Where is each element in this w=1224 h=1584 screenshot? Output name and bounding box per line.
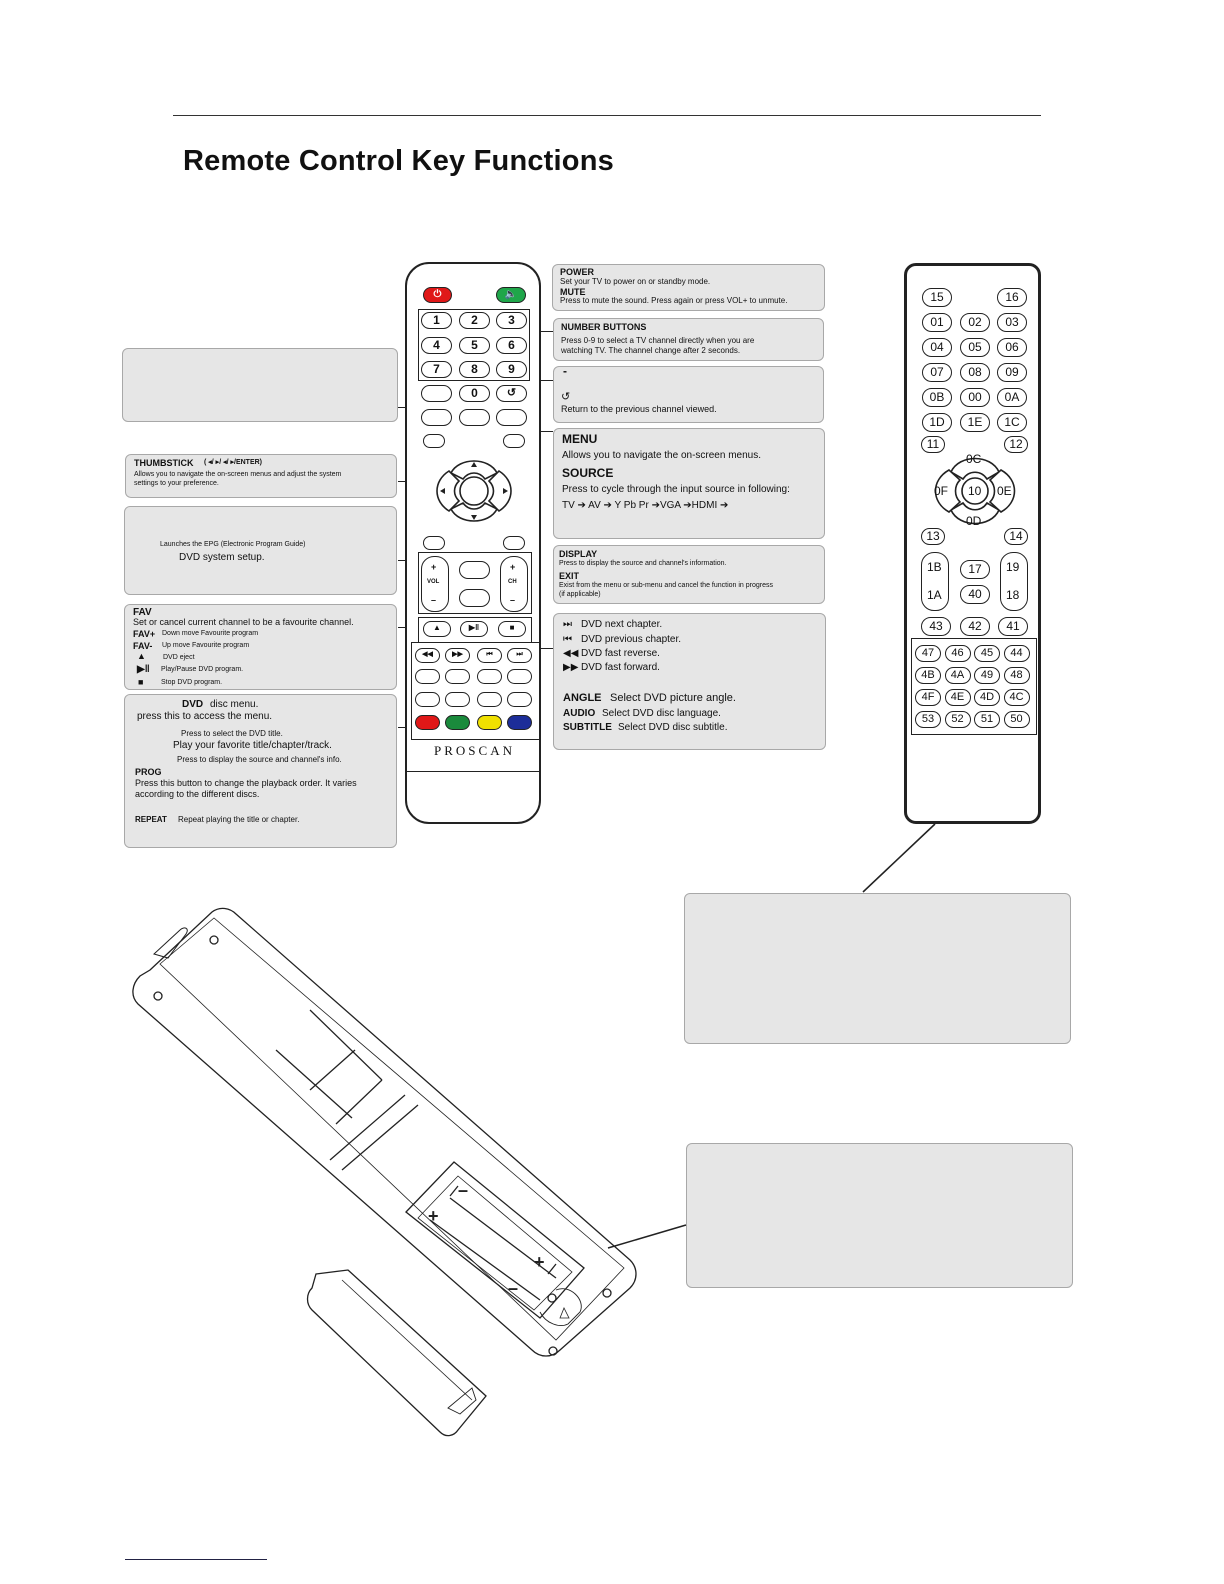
recall-callout [553, 366, 824, 423]
code-05[interactable]: 05 [960, 338, 990, 357]
code-49[interactable]: 49 [974, 667, 1000, 684]
code-0B[interactable]: 0B [922, 388, 952, 407]
eject-text: DVD eject [163, 654, 195, 661]
code-17[interactable]: 17 [960, 560, 990, 579]
code-50[interactable]: 50 [1004, 711, 1030, 728]
main-remote [405, 262, 541, 824]
mute-button[interactable]: 🔈 [496, 287, 526, 303]
rewind-button[interactable]: ◀◀ [415, 648, 440, 663]
dvd-menu-text: press this to access the menu. [137, 711, 273, 722]
forward-button[interactable]: ▶▶ [445, 648, 470, 663]
code-1D[interactable]: 1D [922, 413, 952, 432]
eject-button[interactable]: ▲ [423, 621, 451, 637]
repeat-button[interactable] [507, 692, 532, 707]
source-chain: TV ➔ AV ➔ Y Pb Pr ➔VGA ➔HDMI ➔ [562, 500, 729, 511]
code-4C[interactable]: 4C [1004, 689, 1030, 706]
code-40[interactable]: 40 [960, 585, 990, 604]
button-9[interactable]: 9 [496, 361, 527, 378]
code-01[interactable]: 01 [922, 313, 952, 332]
button-8[interactable]: 8 [459, 361, 490, 378]
epg-text: Launches the EPG (Electronic Program Guide) [160, 541, 306, 548]
forward-text: DVD fast forward. [581, 662, 660, 673]
menu-source-callout [553, 428, 825, 539]
goto-button[interactable] [445, 692, 470, 707]
vol-rocker[interactable] [421, 556, 449, 612]
chapter-callout [553, 613, 826, 750]
prog-button[interactable] [477, 692, 502, 707]
blank-callout-right-bottom [686, 1143, 1073, 1288]
power-button[interactable]: ⏻ [423, 287, 452, 303]
code-43[interactable]: 43 [921, 617, 951, 636]
fav-list-button[interactable] [459, 589, 490, 607]
number-title: NUMBER BUTTONS [561, 322, 647, 332]
fav-title: FAV [133, 607, 152, 618]
menu-button[interactable] [503, 434, 525, 448]
angle-button[interactable] [415, 669, 440, 684]
next-chapter-text: DVD next chapter. [581, 619, 663, 630]
code-45[interactable]: 45 [974, 645, 1000, 662]
code-11[interactable]: 11 [921, 436, 945, 453]
code-1C[interactable]: 1C [997, 413, 1027, 432]
mute-title: MUTE [560, 287, 586, 297]
subtitle-text: Select DVD disc subtitle. [618, 722, 728, 733]
prev-chapter-button[interactable]: ⏮ [477, 648, 502, 663]
angle-text: Select DVD picture angle. [610, 692, 736, 704]
play-pause-icon: ▶‖ [137, 664, 150, 675]
exit-line2: (if applicable) [559, 591, 601, 598]
brand-logo: PROSCAN [434, 743, 515, 758]
button-7[interactable]: 7 [421, 361, 452, 378]
prog-title: PROG [135, 767, 162, 777]
power-text: Set your TV to power on or standby mode. [560, 277, 711, 286]
code-10: 10 [968, 484, 982, 498]
forward-icon: ▶▶ [563, 662, 579, 673]
thumbstick-title: THUMBSTICK [134, 458, 194, 468]
battery-plus-right: + [534, 1252, 545, 1272]
ch-minus: – [510, 595, 516, 605]
audio-button[interactable] [445, 669, 470, 684]
code-remote [904, 263, 1041, 824]
remote-lower-line [407, 771, 539, 772]
button-1[interactable]: 1 [421, 312, 452, 329]
code-grid [915, 645, 1033, 733]
rewind-text: DVD fast reverse. [581, 648, 660, 659]
code-0F: 0F [934, 484, 949, 498]
red-button[interactable] [415, 715, 440, 730]
fav-text: Set or cancel current channel to be a favourite channel. [133, 617, 354, 627]
fav-plus-title: FAV+ [133, 629, 156, 639]
battery-minus-bottom: – [508, 1278, 519, 1298]
code-53[interactable]: 53 [915, 711, 941, 728]
power-title: POWER [560, 267, 595, 277]
code-51[interactable]: 51 [974, 711, 1000, 728]
eject-icon: ▲ [137, 651, 146, 661]
blank-callout-left [122, 348, 398, 422]
stop-text: Stop DVD program. [161, 679, 223, 686]
rewind-icon: ◀◀ [563, 648, 579, 659]
dvd-title-select: Press to select the DVD title. [181, 729, 283, 738]
battery-minus-top: – [458, 1180, 469, 1200]
display-exit-callout [553, 545, 825, 604]
power-mute-callout [552, 264, 825, 311]
epg-button[interactable] [421, 409, 452, 426]
code-4A[interactable]: 4A [945, 667, 971, 684]
code-12[interactable]: 12 [1004, 436, 1028, 453]
button-4[interactable]: 4 [421, 337, 452, 354]
play-pause-text: Play/Pause DVD program. [161, 666, 244, 673]
button-2[interactable]: 2 [459, 312, 490, 329]
stop-button[interactable]: ■ [498, 621, 526, 637]
number-line2: watching TV. The channel change after 2 seconds. [561, 346, 741, 355]
prog-line1: Press this button to change the playback order. It varies [135, 778, 357, 788]
fav-minus-text: Up move Favourite program [162, 642, 250, 649]
menu-title: MENU [562, 432, 598, 446]
play-pause-button[interactable]: ▶‖ [460, 621, 488, 637]
subtitle-title: SUBTITLE [563, 722, 612, 733]
display-button[interactable] [423, 536, 445, 550]
blue-button[interactable] [507, 715, 532, 730]
code-0D: 0D [966, 514, 982, 528]
vol-plus: + [431, 562, 437, 572]
code-19: 19 [1006, 560, 1020, 574]
code-1E[interactable]: 1E [960, 413, 990, 432]
prev-chapter-text: DVD previous chapter. [581, 634, 682, 645]
code-4E[interactable]: 4E [945, 689, 971, 706]
mute-text: Press to mute the sound. Press again or press VOL+ to unmute. [560, 296, 788, 305]
recall-icon: ↺ [561, 391, 571, 403]
code-remote-connector [860, 822, 940, 894]
vol-label: VOL [427, 579, 440, 585]
recall-text: Return to the previous channel viewed. [561, 404, 717, 414]
thumbstick-callout [125, 454, 397, 498]
button-3[interactable]: 3 [496, 312, 527, 329]
source-button[interactable] [423, 434, 445, 448]
thumbstick-line2: settings to your preference. [134, 480, 219, 487]
code-4D[interactable]: 4D [974, 689, 1000, 706]
code-06[interactable]: 06 [997, 338, 1027, 357]
fav-callout [124, 604, 397, 690]
code-47[interactable]: 47 [915, 645, 941, 662]
page-title: Remote Control Key Functions [183, 145, 614, 177]
dvd-setup-button[interactable] [496, 409, 527, 426]
code-03[interactable]: 03 [997, 313, 1027, 332]
code-46[interactable]: 46 [945, 645, 971, 662]
next-chapter-button[interactable]: ⏭ [507, 648, 532, 663]
code-09[interactable]: 09 [997, 363, 1027, 382]
epg-callout [124, 506, 397, 595]
dvd-display-info: Press to display the source and channel's info. [177, 755, 342, 764]
dvd-callout [124, 694, 397, 848]
blank-callout-right-top [684, 893, 1071, 1044]
fav-plus-text: Down move Favourite program [162, 630, 259, 637]
angle-title: ANGLE [563, 692, 602, 704]
dvd-title-text: disc menu. [210, 699, 259, 710]
code-13[interactable]: 13 [921, 528, 945, 545]
fav-button[interactable] [459, 561, 490, 579]
thumbstick[interactable] [429, 447, 519, 535]
enter-button [460, 477, 488, 505]
button-0[interactable]: 0 [459, 385, 490, 402]
code-0C: 0C [966, 452, 982, 466]
thumbstick-keys: ( ◂/ ▸/ ◂/ ▸/ENTER) [204, 459, 262, 466]
code-44[interactable]: 44 [1004, 645, 1030, 662]
vol-minus: – [431, 595, 437, 605]
ch-rocker[interactable] [500, 556, 528, 612]
code-41[interactable]: 41 [998, 617, 1028, 636]
code-14[interactable]: 14 [1004, 528, 1028, 545]
display-title: DISPLAY [559, 549, 598, 559]
setup-text: DVD system setup. [179, 552, 265, 563]
code-42[interactable]: 42 [960, 617, 990, 636]
battery-plus-left: + [428, 1206, 439, 1226]
prog-line2: according to the different discs. [135, 789, 260, 799]
code-1B: 1B [927, 560, 942, 574]
dash-button[interactable] [421, 385, 452, 402]
code-02[interactable]: 02 [960, 313, 990, 332]
audio-title: AUDIO [563, 708, 596, 719]
code-18: 18 [1006, 588, 1020, 602]
code-0E: 0E [997, 484, 1012, 498]
code-48[interactable]: 48 [1004, 667, 1030, 684]
number-line1: Press 0-9 to select a TV channel directly when you are [561, 336, 755, 345]
prev-chapter-icon: ⏮ [563, 634, 572, 645]
code-4F[interactable]: 4F [915, 689, 941, 706]
yellow-button[interactable] [477, 715, 502, 730]
thumbstick-line1: Allows you to navigate the on-screen menus and adjust the system [134, 471, 342, 478]
fav-minus-title: FAV- [133, 641, 153, 651]
green-button[interactable] [445, 715, 470, 730]
next-chapter-icon: ⏭ [563, 619, 572, 630]
dvd-menu-button[interactable] [507, 669, 532, 684]
code-52[interactable]: 52 [945, 711, 971, 728]
exit-title: EXIT [559, 571, 580, 581]
button-6[interactable]: 6 [496, 337, 527, 354]
title-button[interactable] [415, 692, 440, 707]
button-5[interactable]: 5 [459, 337, 490, 354]
setup-button[interactable] [459, 409, 490, 426]
ch-plus: + [510, 562, 516, 572]
code-04[interactable]: 04 [922, 338, 952, 357]
header-rule [173, 115, 1041, 116]
menu-text: Allows you to navigate the on-screen menus. [562, 450, 761, 461]
code-15[interactable]: 15 [922, 288, 952, 307]
stop-icon: ■ [138, 677, 144, 687]
number-buttons-callout [553, 318, 824, 361]
audio-text: Select DVD disc language. [602, 708, 721, 719]
repeat-title: REPEAT [135, 815, 167, 824]
subtitle-button[interactable] [477, 669, 502, 684]
code-0A[interactable]: 0A [997, 388, 1027, 407]
code-07[interactable]: 07 [922, 363, 952, 382]
repeat-text: Repeat playing the title or chapter. [178, 815, 300, 824]
exit-line1: Exist from the menu or sub-menu and cancel the function in progress [559, 582, 773, 589]
ch-label: CH [508, 579, 517, 585]
display-text: Press to display the source and channel's information. [559, 560, 727, 567]
code-1A: 1A [927, 588, 942, 602]
exit-button[interactable] [503, 536, 525, 550]
code-08[interactable]: 08 [960, 363, 990, 382]
dvd-title: DVD [182, 699, 204, 710]
code-16[interactable]: 16 [997, 288, 1027, 307]
recall-button[interactable]: ↺ [496, 385, 527, 402]
code-4B[interactable]: 4B [915, 667, 941, 684]
code-00[interactable]: 00 [960, 388, 990, 407]
source-title: SOURCE [562, 466, 614, 480]
dash-label: - [563, 364, 567, 378]
dvd-play-favorite: Play your favorite title/chapter/track. [173, 740, 332, 751]
source-text: Press to cycle through the input source in following: [562, 484, 790, 495]
footer-rule [125, 1559, 267, 1560]
remote-back-illustration [120, 900, 700, 1460]
